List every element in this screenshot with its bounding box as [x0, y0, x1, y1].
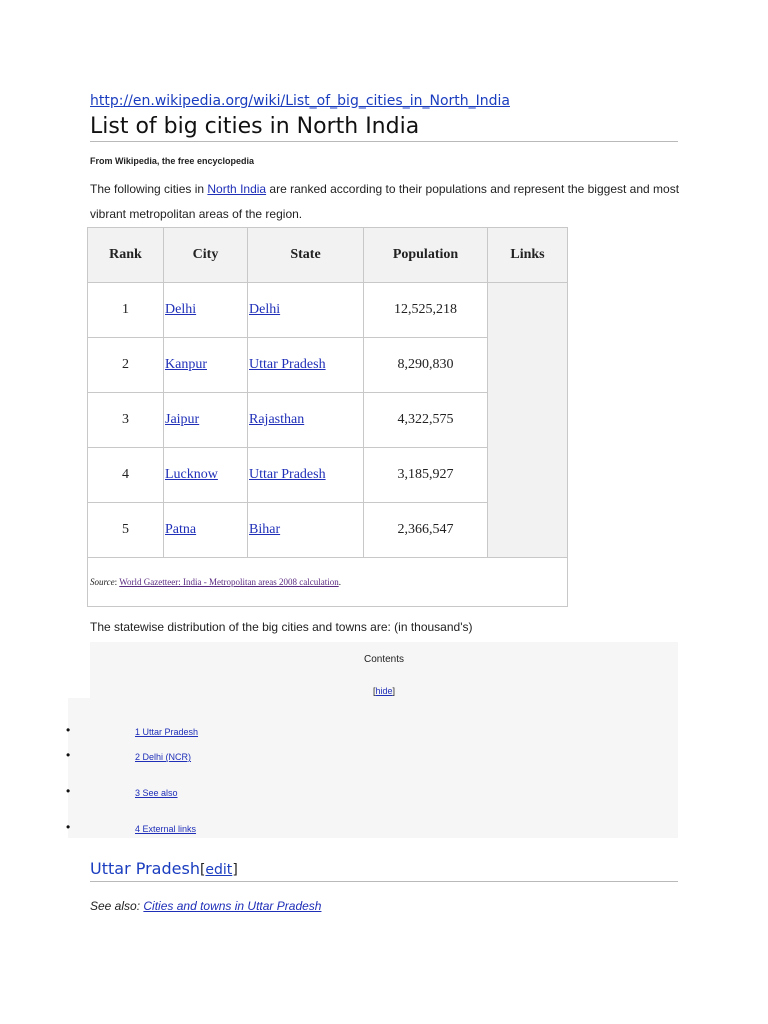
toc-item: [135, 824, 196, 834]
state-link[interactable]: Rajasthan: [249, 412, 305, 427]
toc-link-delhi-ncr[interactable]: 2 Delhi (NCR): [135, 752, 192, 762]
section-divider: [90, 881, 678, 882]
population-cell: 12,525,218: [364, 283, 488, 338]
population-cell: 4,322,575: [364, 393, 488, 448]
toc-item: [135, 727, 198, 737]
rank-cell: 4: [88, 448, 164, 503]
city-cell: [164, 448, 248, 503]
section-heading-uttar-pradesh: [90, 859, 238, 878]
population-cell: 8,290,830: [364, 338, 488, 393]
city-cell: [164, 338, 248, 393]
bullet-icon: •: [66, 820, 71, 834]
toc-title: Contents: [363, 654, 405, 665]
bullet-icon: •: [66, 784, 71, 798]
city-cell: [164, 503, 248, 558]
edit-close-bracket: ]: [232, 862, 238, 878]
rank-cell: 1: [88, 283, 164, 338]
page-url-link[interactable]: http://en.wikipedia.org/wiki/List_of_big_cities_in_North_India: [90, 93, 510, 109]
header-state: State: [248, 228, 364, 283]
population-cell: 2,366,547: [364, 503, 488, 558]
source-label: Source: [90, 577, 115, 587]
header-links: Links: [488, 228, 568, 283]
toc-item: [135, 752, 191, 762]
bullet-icon: •: [66, 748, 71, 762]
table-header-row: [88, 228, 568, 283]
page-title: List of big cities in North India: [90, 114, 420, 139]
state-link[interactable]: Uttar Pradesh: [249, 357, 326, 372]
state-link[interactable]: Uttar Pradesh: [249, 467, 326, 482]
city-link[interactable]: Jaipur: [165, 412, 200, 427]
state-cell: [248, 393, 364, 448]
city-link[interactable]: Patna: [165, 522, 197, 537]
city-cell: [164, 393, 248, 448]
rank-cell: 5: [88, 503, 164, 558]
toc-hide-open-bracket: [: [372, 686, 376, 696]
see-also-line: [90, 899, 321, 913]
toc-link-external-links[interactable]: 4 External links: [135, 824, 197, 834]
toc-item: [135, 788, 178, 798]
toc-hide-link[interactable]: hide: [375, 686, 393, 696]
source-period: .: [338, 577, 341, 587]
toc-link-see-also[interactable]: 3 See also: [135, 788, 178, 798]
source-link[interactable]: World Gazetteer: India - Metropolitan areas 2008 calculation: [119, 577, 339, 587]
intro-text-after: are ranked according to their populations and represent the biggest and most vibrant metropolitan areas of the region.: [90, 182, 680, 221]
see-also-prefix: See also:: [90, 899, 144, 913]
state-cell: [248, 283, 364, 338]
rank-cell: 2: [88, 338, 164, 393]
header-population: Population: [364, 228, 488, 283]
links-cell: [488, 283, 568, 558]
city-cell: [164, 283, 248, 338]
source-cell: [88, 558, 568, 607]
toc-link-uttar-pradesh[interactable]: 1 Uttar Pradesh: [135, 727, 199, 737]
title-divider: [90, 141, 678, 142]
state-link[interactable]: Delhi: [249, 302, 281, 317]
edit-section-link[interactable]: edit: [205, 862, 233, 878]
section-heading-text: Uttar Pradesh: [90, 859, 200, 878]
state-cell: [248, 338, 364, 393]
state-cell: [248, 448, 364, 503]
toc-list-box: [68, 698, 678, 838]
source-colon: :: [114, 577, 120, 587]
north-india-link[interactable]: North India: [207, 182, 267, 196]
header-rank: Rank: [88, 228, 164, 283]
see-also-link[interactable]: Cities and towns in Uttar Pradesh: [143, 899, 322, 913]
population-cell: 3,185,927: [364, 448, 488, 503]
city-population-table: [87, 227, 568, 607]
table-row: [88, 283, 568, 338]
city-link[interactable]: Kanpur: [165, 357, 207, 372]
from-wikipedia-line: From Wikipedia, the free encyclopedia: [90, 156, 254, 166]
state-cell: [248, 503, 364, 558]
statewise-intro-text: The statewise distribution of the big cities and towns are: (in thousand's): [90, 620, 473, 634]
city-link[interactable]: Lucknow: [165, 467, 218, 482]
state-link[interactable]: Bihar: [249, 522, 281, 537]
table-source-row: [88, 558, 568, 607]
city-link[interactable]: Delhi: [165, 302, 197, 317]
intro-paragraph: [90, 177, 690, 227]
toc-hide-toggle: [90, 686, 678, 696]
header-city: City: [164, 228, 248, 283]
intro-text-before: The following cities in: [90, 182, 208, 196]
bullet-icon: •: [66, 723, 71, 737]
edit-open-bracket: [: [199, 862, 206, 878]
toc-hide-close-bracket: ]: [392, 686, 396, 696]
rank-cell: 3: [88, 393, 164, 448]
